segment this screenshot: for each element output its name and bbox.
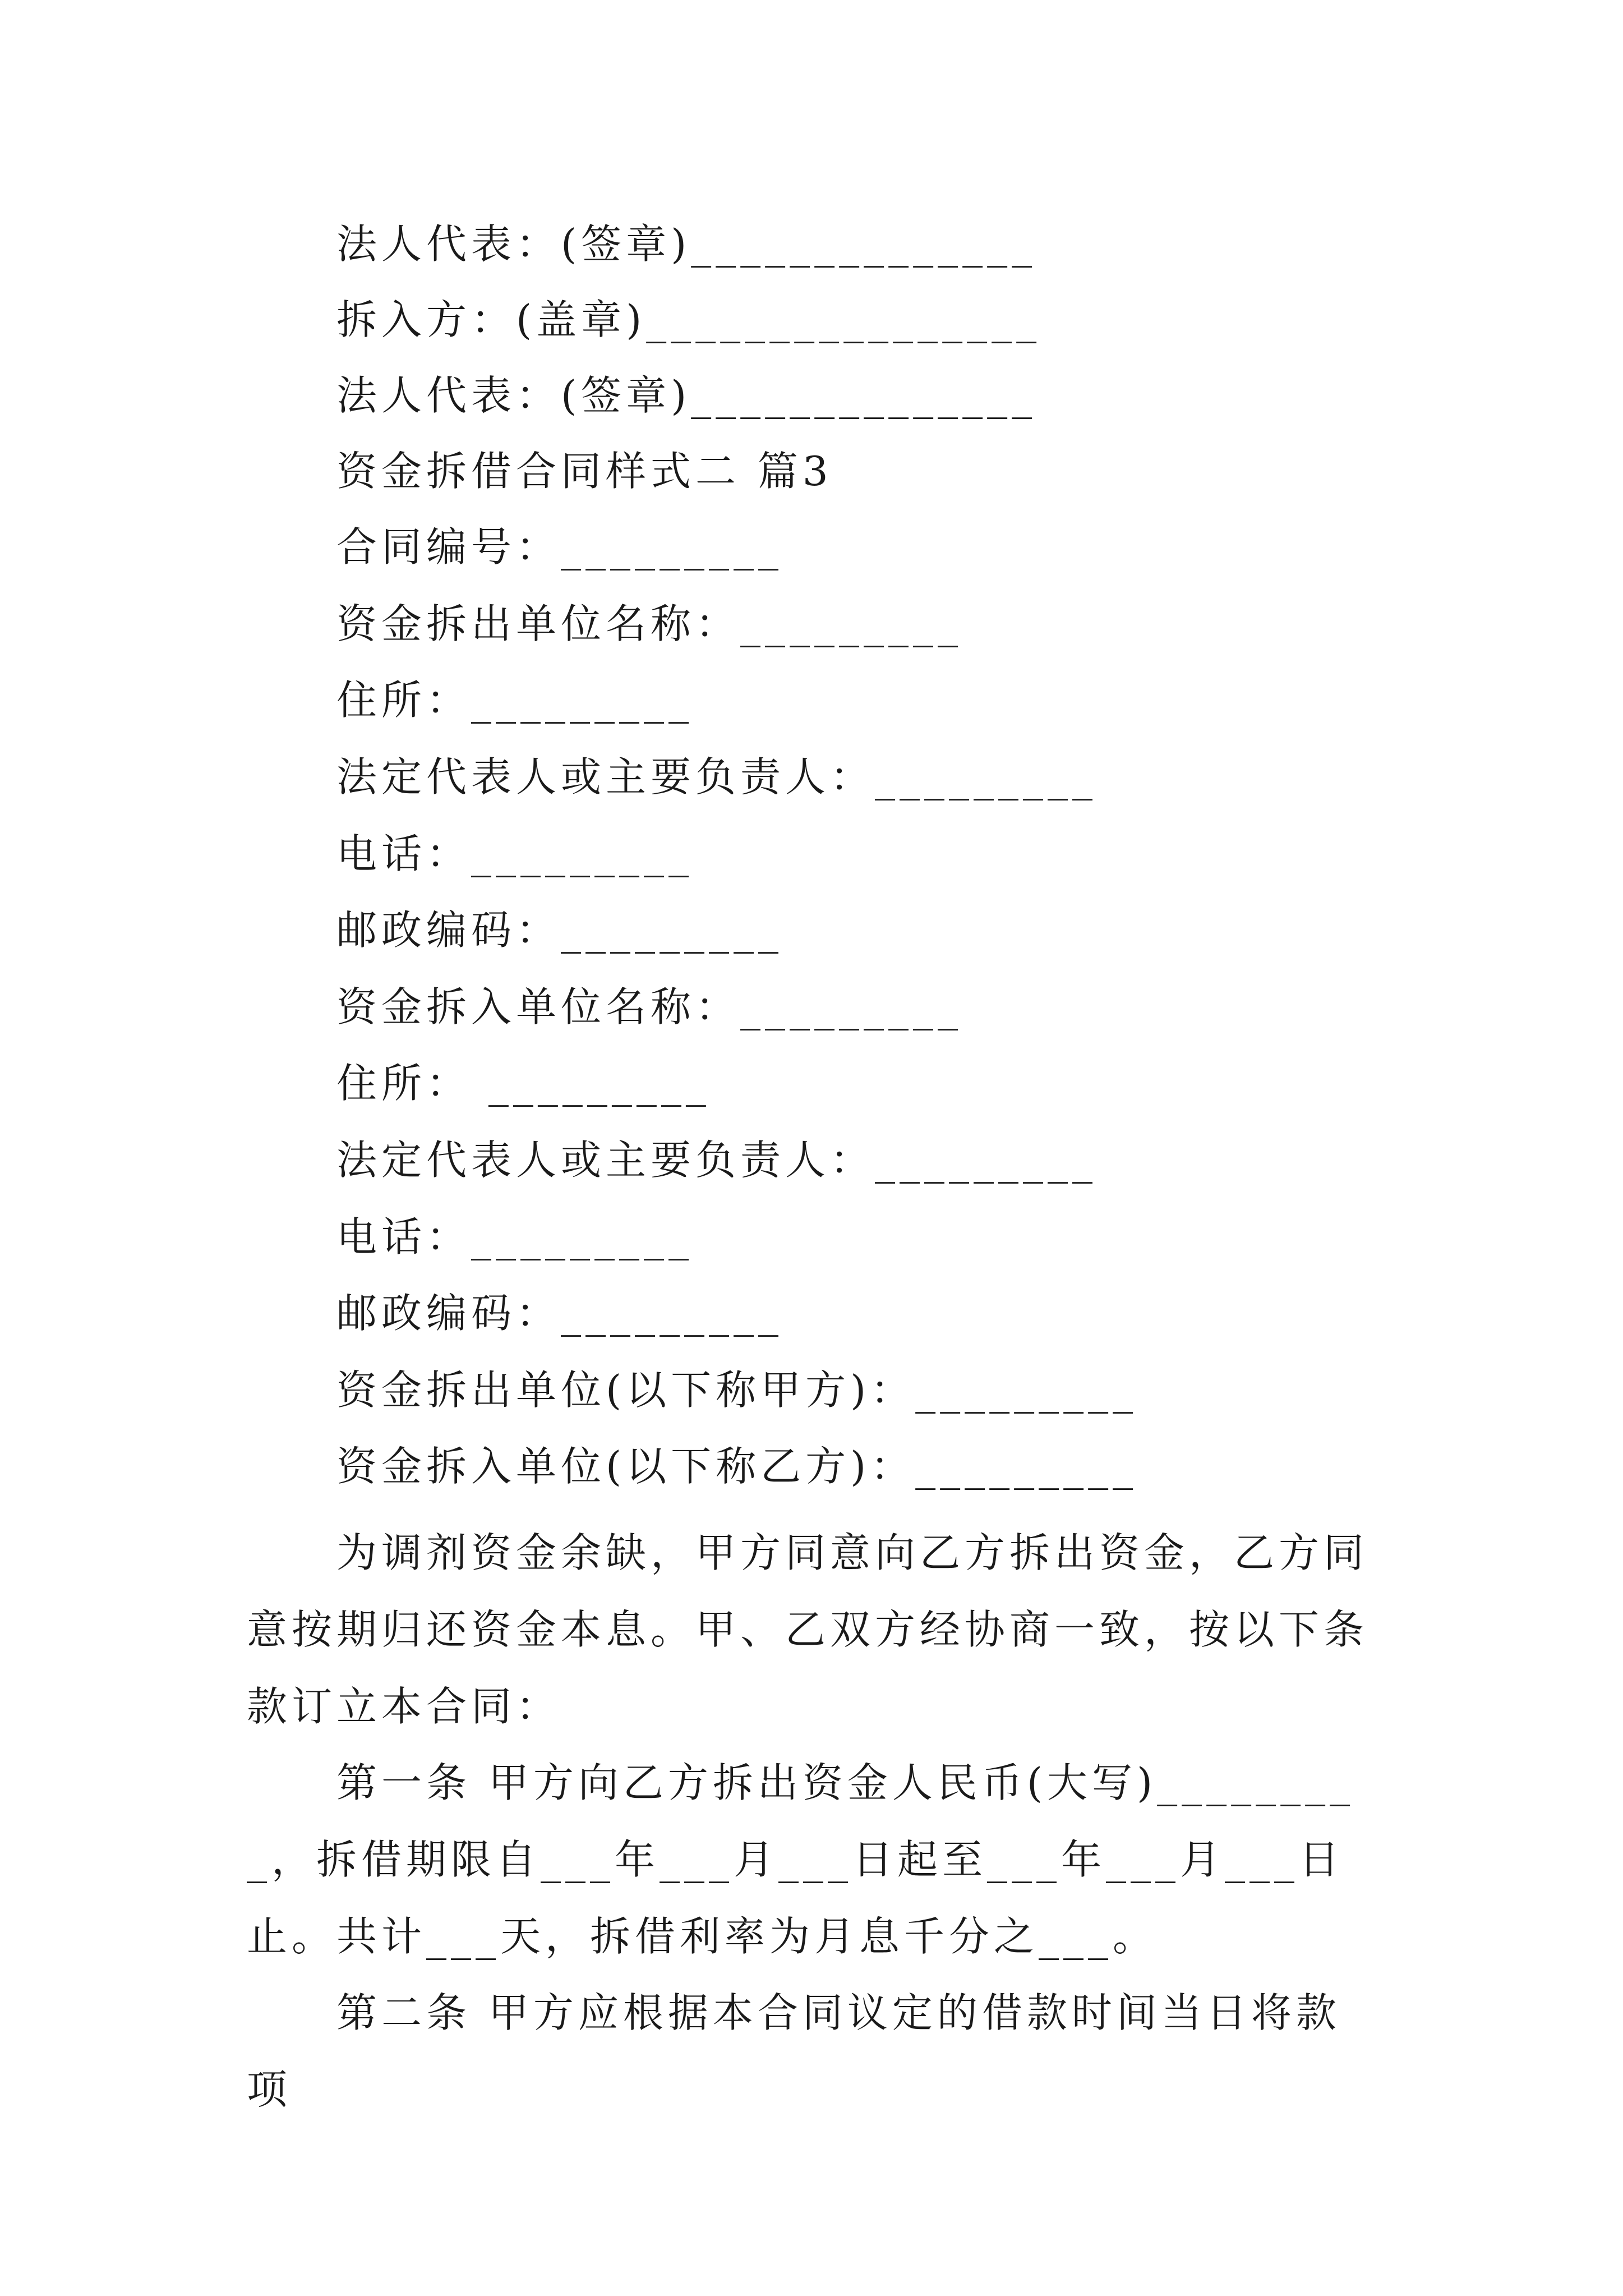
field-line: 邮政编码：_________ <box>336 1290 783 1337</box>
field-line: 邮政编码：_________ <box>336 907 783 954</box>
signature-line: 拆入方：(盖章)________________ <box>336 296 1041 343</box>
field-line: 电话：_________ <box>336 1213 694 1260</box>
field-line: 合同编号：_________ <box>336 523 783 570</box>
paragraph: 为调剂资金余缺，甲方同意向乙方拆出资金，乙方同意按期归还资金本息。甲、乙双方经协商一致，按以下条款订立本合同： <box>247 1529 1369 1730</box>
field-line: 法定代表人或主要负责人：_________ <box>336 1137 1098 1184</box>
field-line: 住所：_________ <box>336 677 694 724</box>
signature-line: 法人代表：(签章)______________ <box>336 372 1037 419</box>
section-title: 资金拆借合同样式二 篇3 <box>336 448 833 495</box>
field-line: 法定代表人或主要负责人：_________ <box>336 753 1098 800</box>
field-line: 住所： _________ <box>336 1060 711 1107</box>
paragraph: 第一条 甲方向乙方拆出资金人民币(大写)_________，拆借期限自___年___月___日起至___年___月___日止。共计___天，拆借利率为月息千分之___。 <box>247 1759 1355 1960</box>
field-line: 资金拆入单位(以下称乙方)：_________ <box>336 1443 1138 1490</box>
signature-line: 法人代表：(签章)______________ <box>336 220 1037 268</box>
field-line: 电话：_________ <box>336 830 694 877</box>
paragraph: 第二条 甲方应根据本合同议定的借款时间当日将款项 <box>247 1989 1341 2113</box>
field-line: 资金拆出单位名称：_________ <box>336 600 963 647</box>
field-line: 资金拆出单位(以下称甲方)：_________ <box>336 1366 1138 1414</box>
field-line: 资金拆入单位名称：_________ <box>336 983 963 1030</box>
